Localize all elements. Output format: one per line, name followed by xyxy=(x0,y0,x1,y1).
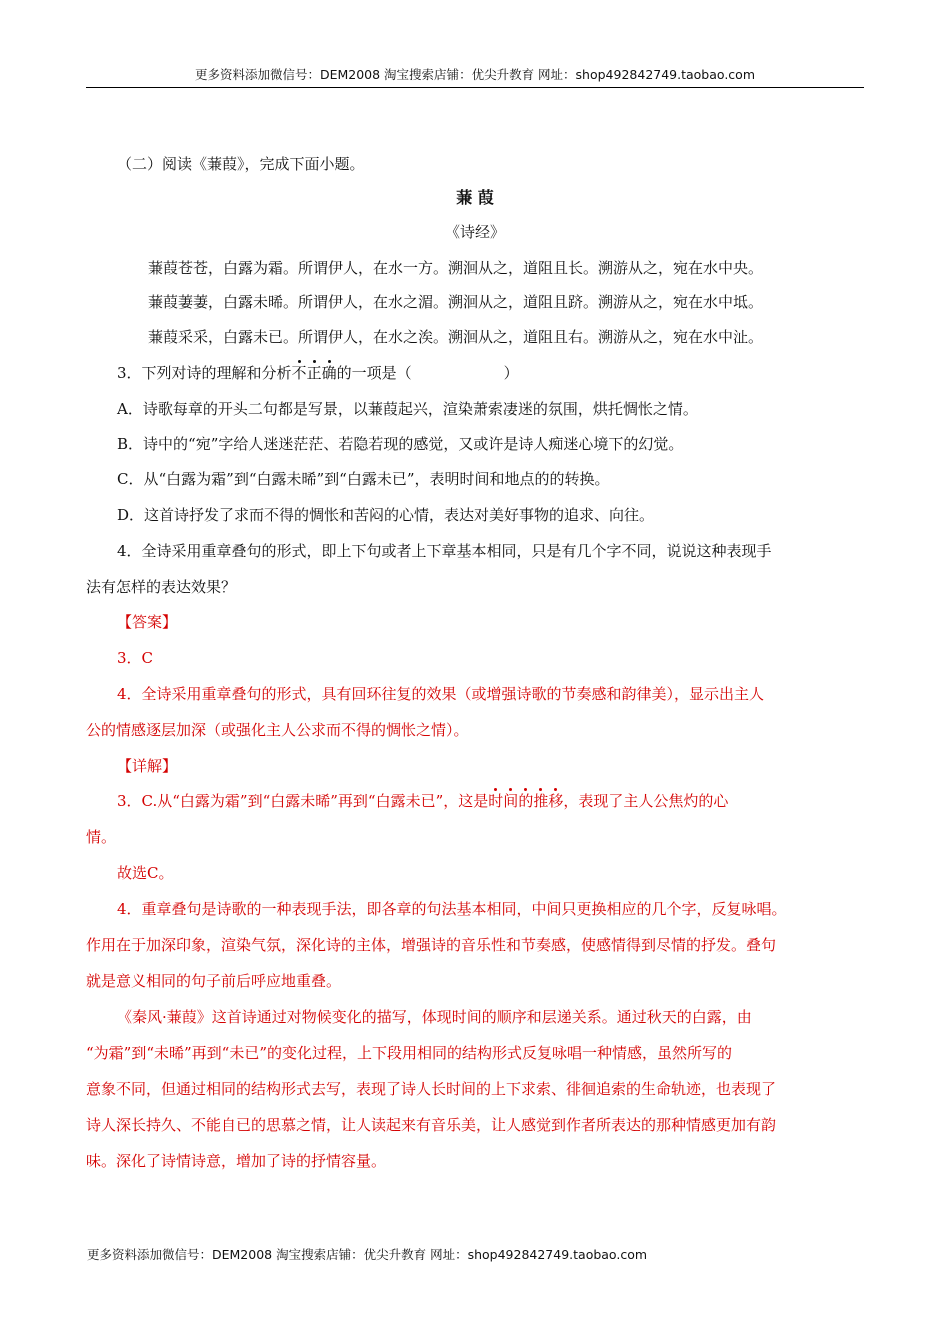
poem-line-1: 蒹葭苍苍，白露为霜。所谓伊人，在水一方。溯洄从之，道阻且长。溯游从之，宛在水中央。 xyxy=(148,259,764,277)
page-header xyxy=(86,60,864,88)
question-3 xyxy=(117,361,867,385)
emphasis-char: 间 xyxy=(503,792,519,810)
q3-option-a: A．诗歌每章的开头二句都是写景，以蒹葭起兴，渲染萧索凄迷的氛围，烘托惆怅之情。 xyxy=(117,400,698,418)
explain-para-line-1: 《秦风·蒹葭》这首诗通过对物候变化的描写，体现时间的顺序和层递关系。通过秋天的白露，由 xyxy=(117,1008,752,1026)
emphasis-char: 不 xyxy=(291,364,307,382)
answer-3: 3．C xyxy=(117,649,154,667)
explain-para-line-3: 意象不同，但通过相同的结构形式去写，表现了诗人长时间的上下求索、徘徊追索的生命轨迹，也表现了 xyxy=(86,1080,777,1098)
explain-4-line-2: 作用在于加深印象，渲染气氛，深化诗的主体，增强诗的音乐性和节奏感，使感情得到尽情的抒发。叠句 xyxy=(86,936,777,954)
answer-4-line-2: 公的情感逐层加深（或强化主人公求而不得的惆怅之情）。 xyxy=(86,721,469,739)
poem-line-2: 蒹葭萋萋，白露未晞。所谓伊人，在水之湄。溯洄从之，道阻且跻。溯游从之，宛在水中坻。 xyxy=(148,293,764,311)
explain-choose: 故选C。 xyxy=(117,864,174,882)
poem-title: 蒹 葭 xyxy=(456,188,494,207)
explain-para-line-5: 味。深化了诗情诗意，增加了诗的抒情容量。 xyxy=(86,1152,387,1170)
question-4-line-2: 法有怎样的表达效果？ xyxy=(86,578,237,596)
emphasis-char: 移 xyxy=(548,792,564,810)
emphasis-char: 的 xyxy=(518,792,534,810)
q3-close: ） xyxy=(503,364,519,382)
explain-para-line-2: “为霜”到“未晞”再到“未已”的变化过程，上下段用相同的结构形式反复咏唱一种情感，虽然所写的 xyxy=(86,1044,733,1062)
explain-3-text-after: ，表现了主人公焦灼的心 xyxy=(563,792,729,810)
answer-label: 【答案】 xyxy=(117,613,178,631)
q3-option-d: D．这首诗抒发了求而不得的惆怅和苦闷的心情，表达对美好事物的追求、向往。 xyxy=(117,506,655,524)
header-text: 更多资料添加微信号：DEM2008 淘宝搜索店铺：优尖升教育 网址：shop492842749.taobao.com xyxy=(194,67,756,82)
q3-text: 3．下列对诗的理解和分析 xyxy=(117,364,292,382)
footer-text: 更多资料添加微信号：DEM2008 淘宝搜索店铺：优尖升教育 网址：shop492842749.taobao.com xyxy=(87,1247,648,1262)
q3-option-c: C．从“白露为霜”到“白露未晞”到“白露未已”，表明时间和地点的的转换。 xyxy=(117,470,610,488)
section-intro: （二）阅读《蒹葭》，完成下面小题。 xyxy=(117,155,365,173)
question-4-line-1: 4．全诗采用重章叠句的形式，即上下句或者上下章基本相同，只是有几个字不同，说说这种表现手 xyxy=(117,542,772,560)
emphasis-char: 确 xyxy=(321,364,337,382)
emphasis-char: 推 xyxy=(533,792,549,810)
page-footer xyxy=(87,1244,647,1266)
explain-3-line-2: 情。 xyxy=(86,828,117,846)
explain-label: 【详解】 xyxy=(117,757,178,775)
explain-3-line-1 xyxy=(117,789,867,813)
explain-para-line-4: 诗人深长持久、不能自已的思慕之情，让人读起来有音乐美，让人感觉到作者所表达的那种情感更加有韵 xyxy=(86,1116,777,1134)
q3-option-b: B．诗中的“宛”字给人迷迷茫茫、若隐若现的感觉，又或许是诗人痴迷心境下的幻觉。 xyxy=(117,435,684,453)
explain-4-line-1: 4．重章叠句是诗歌的一种表现手法，即各章的句法基本相同，中间只更换相应的几个字，反复咏唱。 xyxy=(117,900,787,918)
emphasis-char: 正 xyxy=(306,364,322,382)
q3-text-after: 的一项是（ xyxy=(336,364,412,382)
poem-line-3: 蒹葭采采，白露未已。所谓伊人，在水之涘。溯洄从之，道阻且右。溯游从之，宛在水中沚。 xyxy=(148,328,764,346)
poem-source: 《诗经》 xyxy=(444,223,505,241)
emphasis-char: 时 xyxy=(488,792,504,810)
explain-3-text: 3．C.从“白露为霜”到“白露未晞”再到“白露未已”，这是 xyxy=(117,792,489,810)
explain-4-line-3: 就是意义相同的句子前后呼应地重叠。 xyxy=(86,972,342,990)
answer-4-line-1: 4．全诗采用重章叠句的形式，具有回环往复的效果（或增强诗歌的节奏感和韵律美），显示出主人 xyxy=(117,685,765,703)
